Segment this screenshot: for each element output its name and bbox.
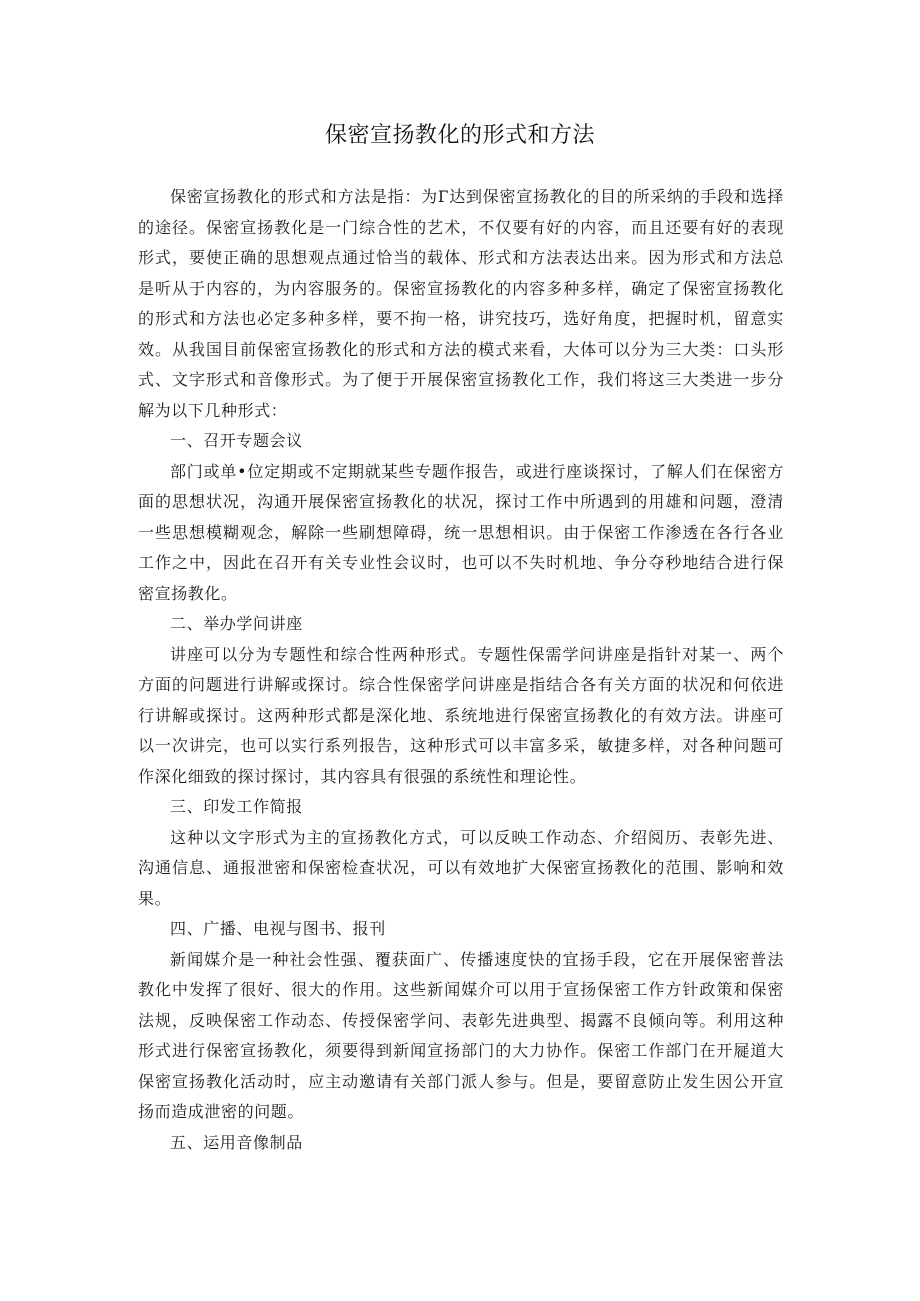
section-paragraph-3: 这种以文字形式为主的宣扬教化方式，可以反映工作动态、介绍阅历、表彰先进、沟通信息、通报泄密和保密检查状况，可以有效地扩大保密宣扬教化的范围、影响和效果。 bbox=[138, 827, 784, 908]
section-heading-5: 五、运用音像制品 bbox=[170, 1132, 303, 1152]
section-heading-2: 二、举办学问讲座 bbox=[170, 614, 303, 633]
section-paragraph-4: 新闻媒介是一种社会性强、覆获面广、传播速度快的宜扬手段，它在开展保密普法教化中发挥了很好、很大的作用。这些新闻媒介可以用于宣扬保密工作方针政策和保密法规，反映保密工作动态、传授保密学问、表彰先进典型、揭露不良倾向等。利用这种形式进行保密宣扬教化，须要得到新闻宣扬部门的大力协作。保密工作部门在开屣道大保密宣扬教化活动时，应主动邀请有关部门派人参与。但是，要留意防止发生因公开宣扬而造成泄密的问题。 bbox=[138, 949, 784, 1121]
document-title: 保密宣扬教化的形式和方法 bbox=[324, 123, 595, 148]
section-heading-1: 一、召开专题会议 bbox=[170, 431, 303, 450]
section-paragraph-1: 部门或单•位定期或不定期就某些专题作报告，或进行座谈探讨，了解人们在保密方面的思想状况，沟通开展保密宣扬教化的状况，探讨工作中所遇到的用雄和问题，澄清一些思想模糊观念，解除一些刷想障碍，统一思想相识。由于保密工作渗透在各行各业工作之中，因此在召开有关专业性会议时，也可以不失时机地、争分夺秒地结合进行保密宣扬教化。 bbox=[138, 461, 784, 603]
section-heading-4: 四、广播、电视与图书、报刊 bbox=[170, 919, 386, 938]
intro-paragraph: 保密宣扬教化的形式和方法是指：为Г达到保密宣扬教化的目的所采纳的手段和选择的途径。保密宣扬教化是一门综合性的艺术，不仅要有好的内容，而且还要有好的表现形式，要使正确的思想观点通过恰当的载体、形式和方法表达出来。因为形式和方法总是听从于内容的，为内容服务的。保密宣扬教化的内容多种多样，确定了保密宣扬教化的形式和方法也必定多种多样，要不拘一格，讲究技巧，选好角度，把握时机，留意实效。从我国目前保密宣扬教化的形式和方法的模式来看，大体可以分为三大类：口头形式、文字形式和音像形式。为了便于开展保密宣扬教化工作，我们将这三大类进一步分解为以下几种形式： bbox=[138, 187, 784, 420]
section-heading-3: 三、印发工作简报 bbox=[170, 797, 303, 816]
document-body bbox=[138, 182, 784, 1158]
section-paragraph-2: 讲座可以分为专题性和综合性两种形式。专题性保需学问讲座是指针对某一、两个方面的问题进行讲解或探讨。综合性保密学问讲座是指结合各有关方面的状况和何依进行讲解或探讨。这两种形式都是深化地、系统地进行保密宣扬教化的有效方法。讲座可以一次讲完，也可以实行系列报告，这种形式可以丰富多采，敏捷多样，对各种问题可作深化细致的探讨探讨，其内容具有很强的系统性和理论性。 bbox=[138, 644, 784, 786]
